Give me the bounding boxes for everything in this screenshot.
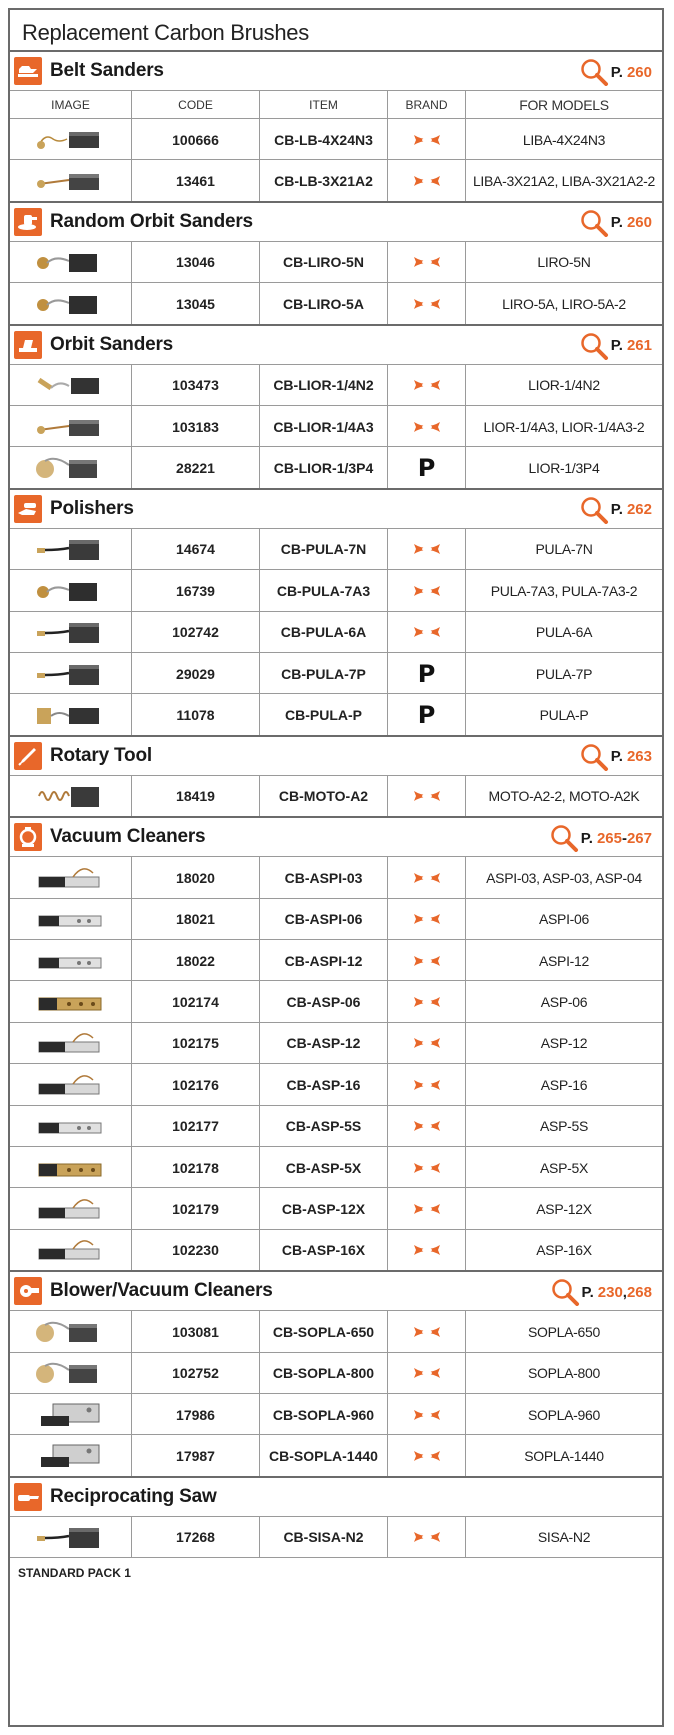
item-number: CB-ASP-06 — [260, 981, 388, 1022]
page-number[interactable]: 267 — [626, 829, 652, 847]
for-models: ASP-5S — [540, 1118, 588, 1135]
page-prefix: P. — [610, 501, 623, 519]
item-number: CB-PULA-6A — [260, 612, 388, 653]
magnifier-icon — [579, 496, 611, 524]
carbon-brush-icon — [33, 1315, 109, 1349]
page-number[interactable]: 262 — [626, 501, 652, 519]
brand-logo-icon — [412, 1201, 442, 1217]
page-number[interactable]: 261 — [626, 337, 652, 355]
table-row — [10, 775, 662, 817]
brand-logo-icon — [412, 541, 442, 557]
product-code: 102230 — [132, 1230, 260, 1271]
product-image — [10, 1353, 132, 1394]
product-image — [10, 940, 132, 981]
product-code: 102176 — [132, 1064, 260, 1105]
brand-logo-icon — [412, 1242, 442, 1258]
brand-cell — [388, 1188, 466, 1229]
carbon-brush-icon — [33, 902, 109, 936]
table-row — [10, 241, 662, 283]
product-code: 17986 — [132, 1394, 260, 1435]
blower-icon — [14, 1277, 42, 1305]
item-number: CB-LIOR-1/4N2 — [260, 365, 388, 406]
for-models: ASP-06 — [540, 994, 588, 1011]
for-models: LIOR-1/4A3, LIOR-1/4A3-2 — [483, 418, 645, 435]
table-row — [10, 1105, 662, 1147]
carbon-brush-icon — [33, 944, 109, 978]
item-number: CB-SISA-N2 — [260, 1517, 388, 1558]
brand-cell — [388, 570, 466, 611]
brand-cell — [388, 899, 466, 940]
product-code: 103183 — [132, 406, 260, 447]
carbon-brush-icon — [33, 410, 109, 444]
brand-cell — [388, 981, 466, 1022]
column-header: BRAND — [388, 91, 466, 119]
table-row — [10, 980, 662, 1022]
orbit-sander-icon — [14, 331, 42, 359]
product-image — [10, 1435, 132, 1476]
brand-cell — [388, 529, 466, 570]
product-code: 18020 — [132, 857, 260, 898]
column-header-row — [10, 90, 662, 119]
brand-cell — [388, 1147, 466, 1188]
brand-logo-icon — [412, 1529, 442, 1545]
brand-logo-icon — [412, 870, 442, 886]
brand-cell — [388, 940, 466, 981]
for-models: LIOR-1/3P4 — [528, 460, 600, 477]
item-number: CB-ASPI-12 — [260, 940, 388, 981]
item-number: CB-LIRO-5A — [260, 283, 388, 324]
page-separator: , — [622, 1283, 627, 1301]
product-code: 18419 — [132, 776, 260, 817]
section-title: Random Orbit Sanders — [50, 210, 253, 232]
carbon-brush-icon — [33, 985, 109, 1019]
table-row — [10, 1022, 662, 1064]
product-image — [10, 1188, 132, 1229]
section-title: Polishers — [50, 497, 134, 519]
brand-cell — [388, 1517, 466, 1558]
carbon-brush-icon — [33, 451, 109, 485]
item-number: CB-LB-3X21A2 — [260, 160, 388, 201]
carbon-brush-icon — [33, 779, 109, 813]
brand-logo-icon — [412, 953, 442, 969]
product-code: 18021 — [132, 899, 260, 940]
product-code: 29029 — [132, 653, 260, 694]
carbon-brush-icon — [33, 615, 109, 649]
product-image — [10, 857, 132, 898]
table-row — [10, 1393, 662, 1435]
page-reference[interactable] — [579, 58, 652, 86]
item-number: CB-ASP-12X — [260, 1188, 388, 1229]
for-models: PULA-7A3, PULA-7A3-2 — [490, 582, 638, 599]
standard-pack-label: STANDARD PACK 1 — [18, 1566, 131, 1581]
for-models: ASP-5X — [540, 1159, 588, 1176]
for-models: ASPI-06 — [538, 911, 590, 928]
product-image — [10, 1311, 132, 1352]
brand-logo-icon — [412, 254, 442, 270]
section-title: Vacuum Cleaners — [50, 826, 206, 848]
item-number: CB-SOPLA-960 — [260, 1394, 388, 1435]
page-reference[interactable] — [579, 496, 652, 524]
product-image — [10, 242, 132, 283]
carbon-brush-icon — [33, 164, 109, 198]
brand-logo-icon — [412, 1448, 442, 1464]
product-code: 102175 — [132, 1023, 260, 1064]
product-code: 28221 — [132, 447, 260, 488]
for-models: LIRO-5N — [537, 254, 591, 271]
table-row — [10, 1146, 662, 1188]
carbon-brush-icon — [33, 1356, 109, 1390]
product-code: 14674 — [132, 529, 260, 570]
for-models: PULA-P — [539, 707, 589, 724]
brand-cell — [388, 283, 466, 324]
column-header: FOR MODELS — [519, 97, 609, 113]
brand-logo-icon — [412, 788, 442, 804]
brand-logo-icon — [412, 419, 442, 435]
section-title: Blower/Vacuum Cleaners — [50, 1280, 273, 1302]
section-header — [10, 816, 662, 856]
table-row — [10, 1063, 662, 1105]
for-models: LIBA-3X21A2, LIBA-3X21A2-2 — [472, 173, 656, 190]
brand-cell — [388, 160, 466, 201]
item-number: CB-ASP-16X — [260, 1230, 388, 1271]
carbon-brush-icon — [33, 861, 109, 895]
section-title: Reciprocating Saw — [50, 1485, 217, 1507]
table-row — [10, 569, 662, 611]
table-row — [10, 1434, 662, 1476]
table-row — [10, 1229, 662, 1271]
page-reference[interactable] — [579, 332, 652, 360]
section-title: Rotary Tool — [50, 744, 152, 766]
brand-cell — [388, 1106, 466, 1147]
for-models: SOPLA-650 — [527, 1323, 600, 1340]
brand-cell — [388, 447, 466, 488]
brand-logo-icon — [412, 911, 442, 927]
carbon-brush-icon — [33, 1068, 109, 1102]
table-row — [10, 364, 662, 406]
polisher-icon — [14, 495, 42, 523]
brand-logo-icon — [412, 583, 442, 599]
product-image — [10, 981, 132, 1022]
brand-cell — [388, 653, 466, 694]
vacuum-cleaner-icon — [14, 823, 42, 851]
product-code: 16739 — [132, 570, 260, 611]
magnifier-icon — [550, 1278, 582, 1306]
section-header — [10, 488, 662, 528]
carbon-brush-icon — [33, 1026, 109, 1060]
brand-logo-icon — [412, 377, 442, 393]
page-separator: - — [621, 829, 627, 847]
item-number: CB-ASP-12 — [260, 1023, 388, 1064]
for-models: PULA-7N — [535, 541, 593, 558]
brand-cell — [388, 776, 466, 817]
product-image — [10, 365, 132, 406]
item-number: CB-LIOR-1/4A3 — [260, 406, 388, 447]
product-code: 103473 — [132, 365, 260, 406]
brand-logo-icon — [412, 1365, 442, 1381]
item-number: CB-PULA-P — [260, 694, 388, 735]
for-models: ASP-16 — [540, 1076, 588, 1093]
carbon-brush-icon — [33, 1398, 109, 1432]
for-models: SOPLA-800 — [527, 1365, 600, 1382]
item-number: CB-PULA-7P — [260, 653, 388, 694]
product-image — [10, 899, 132, 940]
for-models: PULA-6A — [535, 624, 593, 641]
table-row — [10, 405, 662, 447]
table-row — [10, 856, 662, 898]
product-image — [10, 1394, 132, 1435]
section-title: Orbit Sanders — [50, 333, 174, 355]
item-number: CB-LIOR-1/3P4 — [260, 447, 388, 488]
page-prefix: P. — [580, 829, 593, 847]
page-number[interactable]: 265 — [596, 829, 622, 847]
page-prefix: P. — [610, 748, 623, 766]
section-header — [10, 1476, 662, 1516]
carbon-brush-icon — [33, 287, 109, 321]
brand-cell — [388, 1023, 466, 1064]
page-prefix: P. — [610, 63, 623, 81]
item-number: CB-ASP-5X — [260, 1147, 388, 1188]
for-models: LIRO-5A, LIRO-5A-2 — [502, 295, 626, 312]
product-code: 102178 — [132, 1147, 260, 1188]
section-header — [10, 1270, 662, 1310]
table-row — [10, 282, 662, 324]
for-models: ASPI-03, ASP-03, ASP-04 — [486, 869, 642, 886]
brand-cell — [388, 406, 466, 447]
product-code: 100666 — [132, 119, 260, 160]
page-number[interactable]: 260 — [626, 63, 652, 81]
product-code: 17268 — [132, 1517, 260, 1558]
brand-cell — [388, 365, 466, 406]
item-number: CB-MOTO-A2 — [260, 776, 388, 817]
brand-logo-icon — [412, 1118, 442, 1134]
carbon-brush-icon — [33, 368, 109, 402]
table-row — [10, 611, 662, 653]
product-image — [10, 529, 132, 570]
carbon-brush-icon — [33, 574, 109, 608]
carbon-brush-icon — [33, 1520, 109, 1554]
brand-cell — [388, 242, 466, 283]
title-bar — [10, 10, 662, 50]
carbon-brush-icon — [33, 532, 109, 566]
item-number: CB-SOPLA-650 — [260, 1311, 388, 1352]
for-models: SISA-N2 — [537, 1529, 591, 1546]
for-models: LIOR-1/4N2 — [528, 377, 600, 394]
brand-cell — [388, 119, 466, 160]
product-code: 18022 — [132, 940, 260, 981]
carbon-brush-icon — [33, 1109, 109, 1143]
section-title: Belt Sanders — [50, 60, 164, 81]
brand-cell — [388, 694, 466, 735]
brand-logo-icon — [412, 624, 442, 640]
product-image — [10, 447, 132, 488]
section-header — [10, 735, 662, 775]
table-row — [10, 528, 662, 570]
carbon-brush-icon — [33, 698, 109, 732]
carbon-brush-icon — [33, 1151, 109, 1185]
brand-cell — [388, 1394, 466, 1435]
magnifier-icon — [549, 824, 581, 852]
product-code: 17987 — [132, 1435, 260, 1476]
brand-logo-icon — [412, 1407, 442, 1423]
item-number: CB-SOPLA-800 — [260, 1353, 388, 1394]
item-number: CB-ASPI-03 — [260, 857, 388, 898]
page-title: Replacement Carbon Brushes — [22, 20, 309, 45]
column-header: CODE — [132, 91, 260, 119]
page-number[interactable]: 260 — [626, 214, 652, 232]
for-models: PULA-7P — [535, 665, 593, 682]
brand-logo-icon — [412, 994, 442, 1010]
brand-cell — [388, 1230, 466, 1271]
product-image — [10, 570, 132, 611]
carbon-brush-icon — [33, 245, 109, 279]
product-image — [10, 1064, 132, 1105]
carbon-brush-icon — [33, 1192, 109, 1226]
brand-logo-icon — [412, 132, 442, 148]
rotary-tool-icon — [14, 742, 42, 770]
product-image — [10, 283, 132, 324]
product-code: 11078 — [132, 694, 260, 735]
magnifier-icon — [579, 743, 611, 771]
table-row — [10, 1187, 662, 1229]
table-row — [10, 1516, 662, 1558]
item-number: CB-PULA-7A3 — [260, 570, 388, 611]
brand-p-mark: P — [417, 454, 436, 483]
product-image — [10, 119, 132, 160]
brand-cell — [388, 1064, 466, 1105]
item-number: CB-SOPLA-1440 — [260, 1435, 388, 1476]
table-row — [10, 939, 662, 981]
product-image — [10, 612, 132, 653]
brand-cell — [388, 612, 466, 653]
brand-cell — [388, 1311, 466, 1352]
table-row — [10, 1310, 662, 1352]
product-code: 102742 — [132, 612, 260, 653]
for-models: MOTO-A2-2, MOTO-A2K — [488, 788, 640, 805]
product-image — [10, 653, 132, 694]
table-row — [10, 693, 662, 735]
page-reference[interactable] — [579, 209, 652, 237]
for-models: ASP-12X — [536, 1201, 592, 1218]
section-header — [10, 50, 662, 90]
product-image — [10, 1147, 132, 1188]
footer — [10, 1557, 662, 1587]
item-number: CB-PULA-7N — [260, 529, 388, 570]
brand-logo-icon — [412, 1035, 442, 1051]
page-number[interactable]: 268 — [626, 1283, 652, 1301]
product-image — [10, 1106, 132, 1147]
carbon-brush-icon — [33, 1233, 109, 1267]
table-row — [10, 1352, 662, 1394]
product-image — [10, 160, 132, 201]
for-models: LIBA-4X24N3 — [522, 131, 606, 148]
item-number: CB-LB-4X24N3 — [260, 119, 388, 160]
page-reference[interactable] — [549, 824, 652, 852]
product-code: 13461 — [132, 160, 260, 201]
table-row — [10, 898, 662, 940]
product-code: 102177 — [132, 1106, 260, 1147]
for-models: ASPI-12 — [538, 952, 590, 969]
product-image — [10, 1230, 132, 1271]
magnifier-icon — [579, 209, 611, 237]
product-code: 103081 — [132, 1311, 260, 1352]
table-row — [10, 652, 662, 694]
item-number: CB-ASP-16 — [260, 1064, 388, 1105]
section-header — [10, 324, 662, 364]
item-number: CB-ASP-5S — [260, 1106, 388, 1147]
brand-logo-icon — [412, 173, 442, 189]
for-models: ASP-16X — [536, 1242, 592, 1259]
brand-logo-icon — [412, 1324, 442, 1340]
page-frame — [8, 8, 664, 1727]
brand-p-mark: P — [417, 701, 436, 730]
page-number[interactable]: 263 — [626, 748, 652, 766]
column-header: ITEM — [260, 91, 388, 119]
product-code: 102752 — [132, 1353, 260, 1394]
page-reference[interactable] — [579, 743, 652, 771]
table-row — [10, 159, 662, 201]
table-row — [10, 118, 662, 160]
random-orbit-sander-icon — [14, 208, 42, 236]
brand-p-mark: P — [417, 659, 436, 688]
carbon-brush-icon — [33, 1439, 109, 1473]
magnifier-icon — [579, 58, 611, 86]
page-number[interactable]: 230 — [597, 1283, 623, 1301]
product-code: 13046 — [132, 242, 260, 283]
brand-cell — [388, 1435, 466, 1476]
carbon-brush-icon — [33, 123, 109, 157]
brand-logo-icon — [412, 1160, 442, 1176]
for-models: ASP-12 — [540, 1035, 588, 1052]
brand-cell — [388, 857, 466, 898]
item-number: CB-ASPI-06 — [260, 899, 388, 940]
belt-sander-icon — [14, 57, 42, 85]
page-reference[interactable] — [550, 1278, 652, 1306]
product-image — [10, 694, 132, 735]
product-code: 102179 — [132, 1188, 260, 1229]
brand-logo-icon — [412, 296, 442, 312]
page-prefix: P. — [610, 337, 623, 355]
table-row — [10, 446, 662, 488]
magnifier-icon — [579, 332, 611, 360]
brand-cell — [388, 1353, 466, 1394]
product-image — [10, 406, 132, 447]
product-image — [10, 776, 132, 817]
item-number: CB-LIRO-5N — [260, 242, 388, 283]
section-header — [10, 201, 662, 241]
for-models: SOPLA-960 — [527, 1406, 600, 1423]
for-models: SOPLA-1440 — [524, 1448, 604, 1465]
product-code: 102174 — [132, 981, 260, 1022]
column-header: IMAGE — [10, 91, 132, 119]
brand-logo-icon — [412, 1077, 442, 1093]
page-prefix: P. — [581, 1283, 594, 1301]
product-code: 13045 — [132, 283, 260, 324]
page-prefix: P. — [610, 214, 623, 232]
reciprocating-saw-icon — [14, 1483, 42, 1511]
product-image — [10, 1517, 132, 1558]
carbon-brush-icon — [33, 657, 109, 691]
product-image — [10, 1023, 132, 1064]
